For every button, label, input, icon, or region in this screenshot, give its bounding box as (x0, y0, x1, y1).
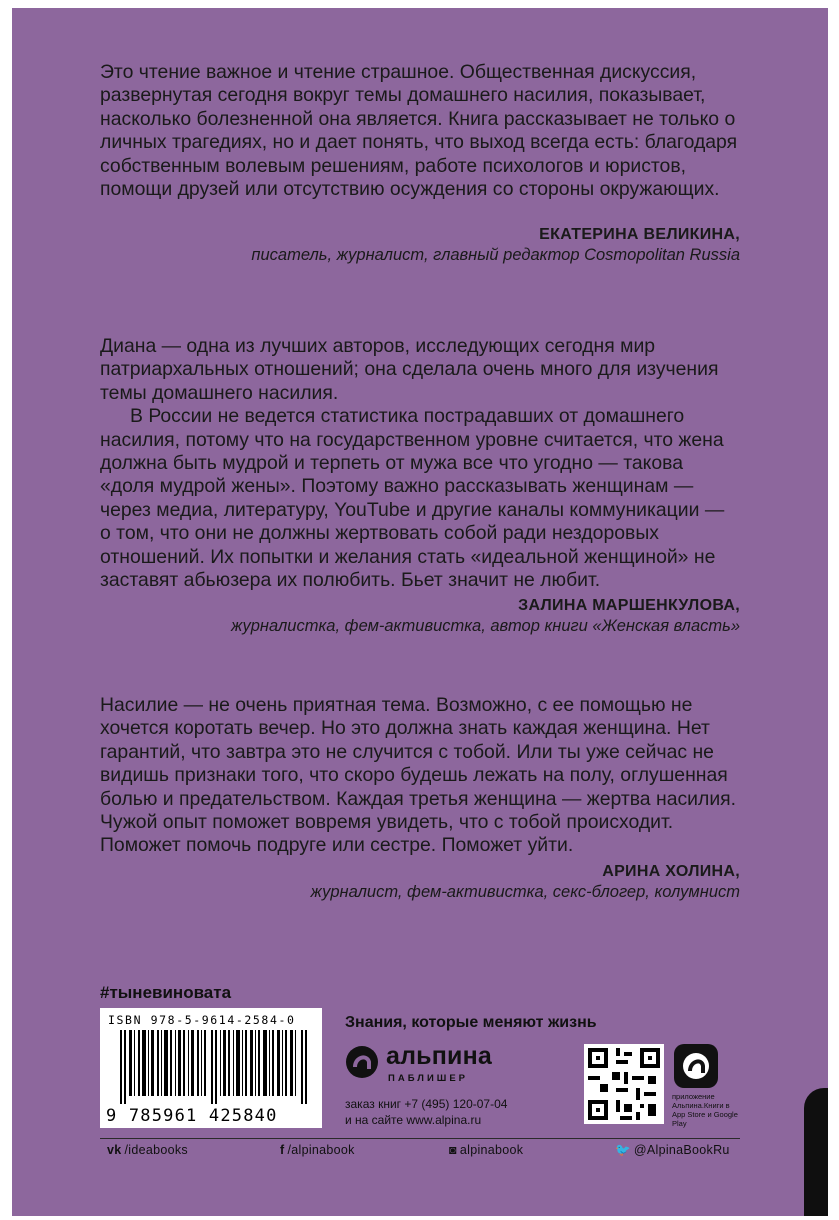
quote-author: ЗАЛИНА МАРШЕНКУЛОВА, (518, 597, 740, 615)
quote-block-1 (100, 61, 740, 266)
publisher-slogan: Знания, которые меняют жизнь (345, 1014, 597, 1031)
quote-author-role: писатель, журналист, главный редактор Cosmopolitan Russia (251, 246, 740, 265)
alpina-app-icon (674, 1044, 718, 1088)
isbn-barcode (100, 1008, 322, 1128)
decorative-corner-shape (804, 1088, 828, 1216)
vk-icon: vk (107, 1143, 122, 1157)
order-phone: заказ книг +7 (495) 120-07-04 (345, 1097, 508, 1111)
social-instagram: ◙ alpinabook (449, 1143, 524, 1157)
hashtag: #тыневиновата (100, 983, 232, 1002)
order-site: и на сайте www.alpina.ru (345, 1113, 482, 1127)
quote-author: ЕКАТЕРИНА ВЕЛИКИНА, (539, 226, 740, 244)
quote-text: Это чтение важное и чтение страшное. Общественная дискуссия, развернутая сегодня вокруг темы домашнего насилия, показывает, насколько болезненной она является. Книга рассказывает не только о личных трагедиях, но и дает понять, что выход всегда есть: благодаря собственным волевым решениям, работе психологов и юристов, помощи друзей или отсутствию осуждения со стороны окружающих. (100, 61, 738, 201)
quote-author: АРИНА ХОЛИНА, (602, 862, 740, 880)
social-vk: vk /ideabooks (107, 1143, 188, 1157)
back-cover (12, 8, 828, 1216)
quote-author-role: журналист, фем-активистка, секс-блогер, колумнист (310, 882, 740, 901)
publisher-sub: ПАБЛИШЕР (388, 1073, 468, 1084)
facebook-icon: f (280, 1143, 285, 1157)
order-info (345, 1096, 507, 1128)
quote-author-role: журналистка, фем-активистка, автор книги «Женская власть» (230, 617, 740, 636)
app-store-text: приложение Альпина.Книги в App Store и Google Play (672, 1092, 738, 1128)
barcode-icon (120, 1030, 310, 1104)
social-twitter: 🐦 @AlpinaBookRu (615, 1143, 730, 1157)
alpina-logo-icon (345, 1045, 379, 1079)
footer-divider (100, 1138, 740, 1139)
social-facebook: f /alpinabook (280, 1143, 355, 1157)
isbn-digits: 9 785961 425840 (106, 1106, 278, 1126)
twitter-icon: 🐦 (615, 1143, 631, 1157)
instagram-icon: ◙ (449, 1143, 457, 1157)
quote-text: В России не ведется статистика пострадавших от домашнего насилия, потому что на государственном уровне считается, что жена должна быть мудрой и терпеть от мужа все что угодно — такова «доля мудрой жены». Поэтому важно рассказывать женщинам — через медиа, литературу, YouTube и другие каналы коммуникации — о том, что они не должны жертвовать собой ради нездоровых отношений. Их попытки и желания стать «идеальной женщиной» не заставят абьюзера их полюбить. Бьет значит не любит. (100, 405, 725, 592)
quote-block-2 (100, 335, 740, 637)
quote-block-3 (100, 694, 740, 903)
publisher-name: альпина (386, 1042, 493, 1070)
quote-text: Насилие — не очень приятная тема. Возможно, с ее помощью не хочется коротать вечер. Но это должна знать каждая женщина. Нет гарантий, что завтра это не случится с тобой. Или ты уже сейчас не видишь признаки того, что скоро будешь лежать на полу, оглушенная болью и предательством. Каждая третья женщина — жертва насилия. Чужой опыт поможет вовремя увидеть, что с тобой происходит. Поможет помочь подруге или сестре. Поможет уйти. (100, 694, 737, 857)
isbn-label: ISBN 978-5-9614-2584-0 (108, 1013, 296, 1027)
quote-text: Диана — одна из лучших авторов, исследующих сегодня мир патриархальных отношений; она сделала очень много для изучения темы домашнего насилия. (100, 335, 719, 404)
app-logo-icon (674, 1044, 718, 1088)
qr-code-icon (584, 1044, 664, 1124)
